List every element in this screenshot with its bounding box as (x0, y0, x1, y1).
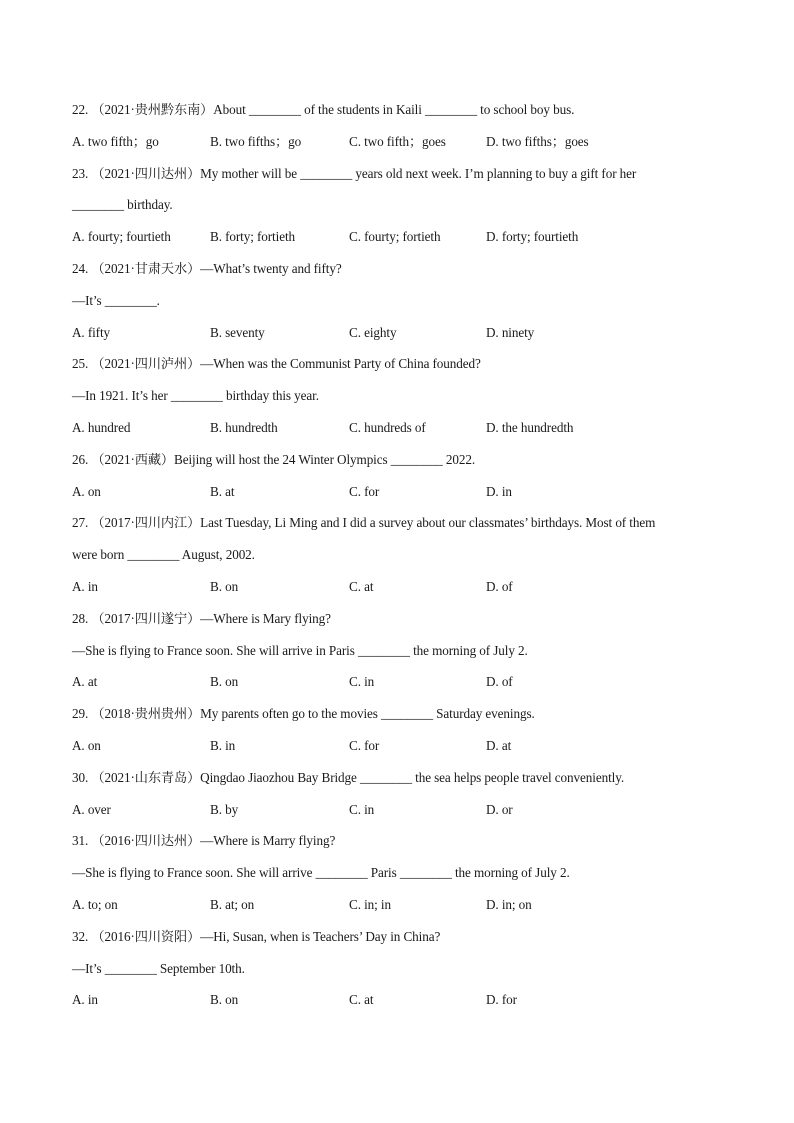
option-b: B. hundredth (210, 419, 278, 435)
option-d: D. of (486, 578, 513, 594)
question-item (72, 99, 732, 163)
option-c: C. in (349, 674, 375, 690)
option-c: C. in (349, 801, 375, 817)
worksheet-page (72, 99, 732, 1021)
answer-options (72, 894, 732, 926)
option-c: C. at (349, 578, 374, 594)
option-a: A. in (72, 578, 98, 594)
question-stem-line: 24. （2021·甘肃天水）—What’s twenty and fifty? (72, 260, 342, 276)
question-item (72, 926, 732, 1021)
option-a: A. two fifth；go (72, 133, 159, 149)
question-stem-line: 28. （2017·四川遂宁）—Where is Mary flying? (72, 610, 331, 626)
option-a: A. hundred (72, 419, 131, 435)
question-stem-line: —It’s ________. (72, 292, 160, 308)
question-stem-line: 25. （2021·四川泸州）—When was the Communist Party of China founded? (72, 356, 481, 372)
answer-options (72, 131, 732, 163)
question-stem-line: 30. （2021·山东青岛）Qingdao Jiaozhou Bay Bridge ________ the sea helps people travel conveniently. (72, 769, 625, 785)
option-d: D. in (486, 483, 512, 499)
question-stem-line: 32. （2016·四川资阳）—Hi, Susan, when is Teachers’ Day in China? (72, 928, 441, 944)
answer-options (72, 671, 732, 703)
option-a: A. at (72, 674, 98, 690)
option-c: C. hundreds of (349, 419, 426, 435)
option-b: B. on (210, 992, 239, 1008)
question-item (72, 353, 732, 448)
option-a: A. on (72, 483, 101, 499)
option-b: B. by (210, 801, 239, 817)
question-stem-line: 26. （2021·西藏）Beijing will host the 24 Winter Olympics ________ 2022. (72, 451, 476, 467)
option-b: B. at (210, 483, 235, 499)
option-d: D. the hundredth (486, 419, 574, 435)
question-item (72, 767, 732, 831)
option-b: B. seventy (210, 324, 265, 340)
question-item (72, 258, 732, 353)
question-stem-line: 22. （2021·贵州黔东南）About ________ of the students in Kaili ________ to school boy bus. (72, 102, 575, 117)
question-item (72, 703, 732, 767)
option-c: C. in; in (349, 896, 391, 912)
question-stem-line: —It’s ________ September 10th. (72, 960, 245, 976)
option-a: A. over (72, 801, 111, 817)
option-d: D. ninety (486, 324, 535, 340)
option-a: A. fourty; fourtieth (72, 229, 171, 245)
option-d: D. forty; fourtieth (486, 229, 579, 245)
answer-options (72, 799, 732, 831)
answer-options (72, 576, 732, 608)
option-b: B. in (210, 737, 236, 753)
option-a: A. in (72, 992, 98, 1008)
option-c: C. for (349, 483, 380, 499)
option-d: D. of (486, 674, 513, 690)
option-a: A. fifty (72, 324, 111, 340)
question-item (72, 163, 732, 258)
option-c: C. for (349, 737, 380, 753)
option-c: C. eighty (349, 324, 397, 340)
answer-options (72, 226, 732, 258)
option-a: A. on (72, 737, 101, 753)
option-b: B. on (210, 674, 239, 690)
question-stem-line: —In 1921. It’s her ________ birthday this year. (72, 388, 319, 404)
option-d: D. for (486, 992, 517, 1008)
answer-options (72, 989, 732, 1021)
option-a: A. to; on (72, 896, 118, 912)
question-stem-line: 27. （2017·四川内江）Last Tuesday, Li Ming and I did a survey about our classmates’ birthdays. Most of them (72, 515, 656, 531)
question-stem-line: ________ birthday. (72, 197, 173, 213)
option-b: B. at; on (210, 896, 255, 912)
option-d: D. in; on (486, 896, 532, 912)
option-b: B. on (210, 578, 239, 594)
question-stem-line: 29. （2018·贵州贵州）My parents often go to the movies ________ Saturday evenings. (72, 706, 535, 722)
question-stem-line: were born ________ August, 2002. (72, 547, 255, 563)
option-c: C. at (349, 992, 374, 1008)
question-item (72, 830, 732, 925)
option-d: D. at (486, 737, 512, 753)
answer-options (72, 735, 732, 767)
question-item (72, 608, 732, 703)
question-stem-line: 23. （2021·四川达州）My mother will be ________ years old next week. I’m planning to buy a gift for her (72, 165, 637, 181)
question-stem-line: 31. （2016·四川达州）—Where is Marry flying? (72, 833, 336, 849)
question-stem-line: —She is flying to France soon. She will arrive ________ Paris ________ the morning of July 2. (72, 865, 570, 881)
answer-options (72, 481, 732, 513)
option-b: B. forty; fortieth (210, 229, 296, 245)
question-stem-line: —She is flying to France soon. She will arrive in Paris ________ the morning of July 2. (72, 642, 528, 658)
option-d: D. two fifths；goes (486, 133, 589, 149)
question-item (72, 512, 732, 607)
answer-options (72, 417, 732, 449)
option-c: C. two fifth；goes (349, 133, 446, 149)
option-b: B. two fifths；go (210, 133, 302, 149)
option-c: C. fourty; fortieth (349, 229, 441, 245)
option-d: D. or (486, 801, 513, 817)
answer-options (72, 322, 732, 354)
question-item (72, 449, 732, 513)
